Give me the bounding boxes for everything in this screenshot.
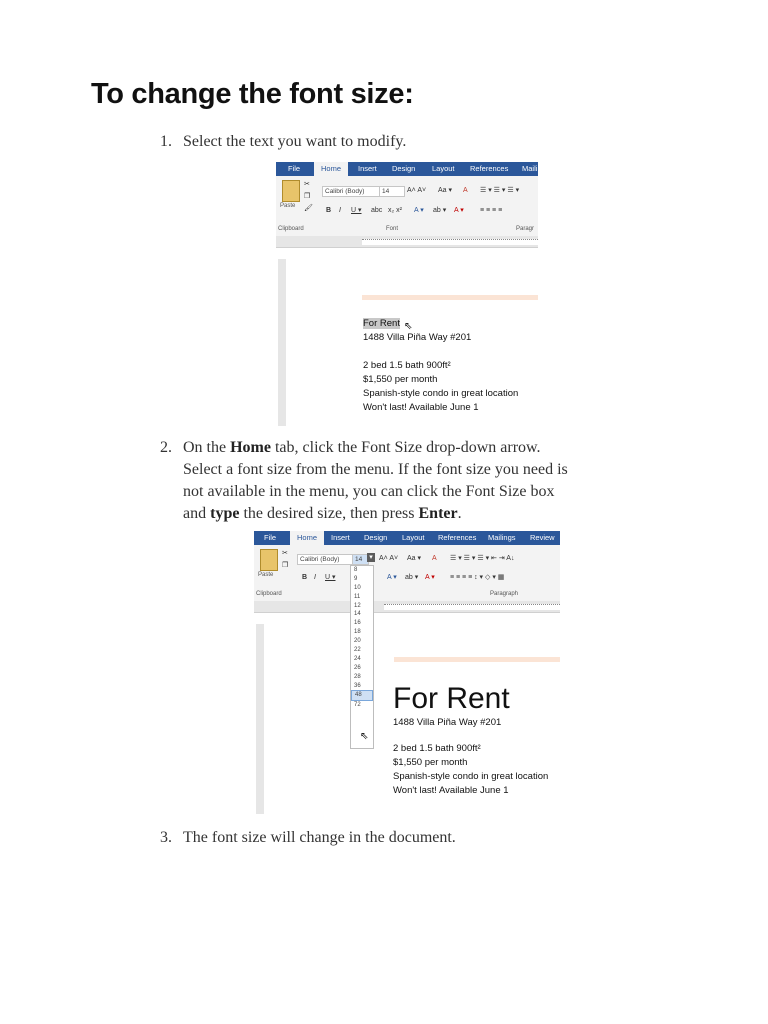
font-size-option[interactable]: 18 <box>354 629 361 636</box>
font-size-option[interactable]: 24 <box>354 655 361 662</box>
doc-line: Won't last! Available June 1 <box>393 785 509 796</box>
doc-line: $1,550 per month <box>393 757 468 768</box>
italic-icon[interactable]: I <box>314 574 316 581</box>
font-size-option[interactable]: 9 <box>354 575 358 582</box>
tab-file[interactable]: File <box>288 164 301 173</box>
mouse-cursor-icon: ⇖ <box>404 321 413 332</box>
step-text: On the Home tab, click the Font Size drop-down arrow. Select a font size from the menu. If the font size you need is not available in the menu, you can click the Font Size box and type the desired size, then press Enter. <box>183 439 568 522</box>
tab-home[interactable]: Home <box>290 531 324 545</box>
font-size-option[interactable]: 12 <box>354 602 361 609</box>
group-clipboard: Clipboard <box>256 591 282 597</box>
clear-formatting-icon[interactable]: A <box>463 187 468 194</box>
copy-icon[interactable]: ❐ <box>282 562 289 569</box>
font-size-option[interactable]: 36 <box>354 682 361 689</box>
align-icons[interactable]: ≡ ≡ ≡ ≡ ↕ ▾ ◇ ▾ ▦ <box>450 574 505 581</box>
tab-insert[interactable]: Insert <box>331 533 350 542</box>
change-case-icon[interactable]: Aa ▾ <box>438 187 453 194</box>
font-name-box[interactable]: Calibri (Body) <box>297 554 353 565</box>
doc-line: $1,550 per month <box>363 374 438 385</box>
doc-line: Won't last! Available June 1 <box>363 402 479 413</box>
font-size-option[interactable]: 26 <box>354 664 361 671</box>
step-number: 3. <box>160 829 172 846</box>
font-size-option[interactable]: 20 <box>354 638 361 645</box>
doc-body <box>393 682 548 798</box>
doc-line: 2 bed 1.5 bath 900ft² <box>393 743 481 754</box>
ribbon <box>254 545 560 602</box>
step-1 <box>160 131 640 153</box>
cut-icon[interactable]: ✂ <box>304 181 310 188</box>
bold-icon[interactable]: B <box>326 207 332 214</box>
page-title: To change the font size: <box>91 78 414 110</box>
bullets-icon[interactable]: ☰ ▾ ☰ ▾ ☰ ▾ ⇤ ⇥ A↓ <box>450 555 515 562</box>
tab-insert[interactable]: Insert <box>358 164 377 173</box>
paste-icon[interactable] <box>282 180 300 202</box>
align-icons[interactable]: ≡ ≡ ≡ ≡ <box>480 207 503 214</box>
font-color-icon[interactable]: A ▾ <box>454 207 464 214</box>
font-size-option[interactable]: 10 <box>354 584 361 591</box>
font-size-box[interactable]: 14 <box>352 554 369 565</box>
mouse-cursor-icon: ⇖ <box>360 731 369 742</box>
text-effects-icon[interactable]: A ▾ <box>387 574 397 581</box>
paste-label[interactable]: Paste <box>280 203 296 209</box>
tab-design[interactable]: Design <box>364 533 388 542</box>
font-size-option[interactable]: 8 <box>354 567 358 573</box>
paste-label[interactable]: Paste <box>258 572 274 578</box>
step-2 <box>160 437 660 525</box>
underline-icon[interactable]: U ▾ <box>325 574 336 581</box>
doc-line: 1488 Villa Piña Way #201 <box>363 332 472 343</box>
font-color-icon[interactable]: A ▾ <box>425 574 435 581</box>
tab-design[interactable]: Design <box>392 164 416 173</box>
group-paragraph: Paragr <box>516 226 535 232</box>
font-size-option[interactable]: 28 <box>354 673 361 680</box>
grow-font-icon[interactable]: A˄ A˅ <box>379 555 399 562</box>
vertical-ruler <box>278 259 286 426</box>
change-case-icon[interactable]: Aa ▾ <box>407 555 422 562</box>
italic-icon[interactable]: I <box>339 207 341 214</box>
tab-mailings[interactable]: Maili <box>522 164 538 173</box>
tab-file[interactable]: File <box>264 533 277 542</box>
highlight-icon[interactable]: ab ▾ <box>405 574 419 581</box>
font-size-box[interactable]: 14 <box>379 186 405 197</box>
font-size-dropdown-menu <box>350 565 374 749</box>
group-clipboard: Clipboard <box>278 226 304 232</box>
grow-font-icon[interactable]: A˄ A˅ <box>407 187 427 194</box>
group-font: Font <box>386 226 399 232</box>
cut-icon[interactable]: ✂ <box>282 550 288 557</box>
font-size-option[interactable]: 16 <box>354 620 361 627</box>
clear-formatting-icon[interactable]: A <box>432 555 437 562</box>
tab-mailings[interactable]: Mailings <box>488 533 516 542</box>
doc-line: 2 bed 1.5 bath 900ft² <box>363 360 451 371</box>
highlight-icon[interactable]: ab ▾ <box>433 207 447 214</box>
font-name-box[interactable]: Calibri (Body) <box>322 186 380 197</box>
selected-text[interactable]: For Rent <box>363 318 400 329</box>
bold-icon[interactable]: B <box>302 574 308 581</box>
screenshot-select-text <box>276 162 538 426</box>
ribbon <box>276 176 538 237</box>
step-number: 2. <box>160 439 172 456</box>
screenshot-font-size-menu <box>254 531 560 814</box>
copy-icon[interactable]: ❐ <box>304 193 311 200</box>
text-effects-icon[interactable]: A ▾ <box>414 207 424 214</box>
vertical-ruler <box>256 624 264 814</box>
font-size-option[interactable]: 14 <box>354 611 361 618</box>
horizontal-ruler <box>254 601 560 613</box>
horizontal-ruler <box>276 236 538 248</box>
tab-references[interactable]: References <box>438 533 477 542</box>
subscript-icon[interactable]: x₂ x² <box>388 207 402 214</box>
tab-layout[interactable]: Layout <box>402 533 425 542</box>
ribbon-tabs <box>254 531 560 545</box>
format-painter-icon[interactable]: 🖌 <box>304 205 313 212</box>
doc-line: 1488 Villa Piña Way #201 <box>393 717 502 728</box>
tab-references[interactable]: References <box>470 164 509 173</box>
font-size-dropdown-arrow[interactable]: ▾ <box>367 553 375 562</box>
strikethrough-icon[interactable]: abc <box>371 207 383 214</box>
doc-line: Spanish-style condo in great location <box>363 388 519 399</box>
font-size-option[interactable]: 72 <box>354 702 361 709</box>
font-size-option[interactable]: 48 <box>351 690 373 701</box>
group-paragraph: Paragraph <box>490 591 519 597</box>
underline-icon[interactable]: U ▾ <box>351 207 362 214</box>
document-page <box>306 259 538 426</box>
bullets-icon[interactable]: ☰ ▾ ☰ ▾ ☰ ▾ <box>480 187 520 194</box>
paste-icon[interactable] <box>260 549 278 571</box>
font-size-option[interactable]: 22 <box>354 647 361 654</box>
tab-review[interactable]: Review <box>530 533 555 542</box>
step-text: The font size will change in the document. <box>183 829 456 846</box>
tab-home[interactable]: Home <box>314 162 348 176</box>
doc-heading: For Rent <box>393 682 510 715</box>
step-3 <box>160 827 640 849</box>
step-number: 1. <box>160 133 172 150</box>
tab-layout[interactable]: Layout <box>432 164 455 173</box>
document-page <box>284 624 560 814</box>
ribbon-tabs <box>276 162 538 176</box>
step-text: Select the text you want to modify. <box>183 133 407 150</box>
doc-line: Spanish-style condo in great location <box>393 771 549 782</box>
doc-body <box>363 317 518 415</box>
font-size-option[interactable]: 11 <box>354 593 361 600</box>
